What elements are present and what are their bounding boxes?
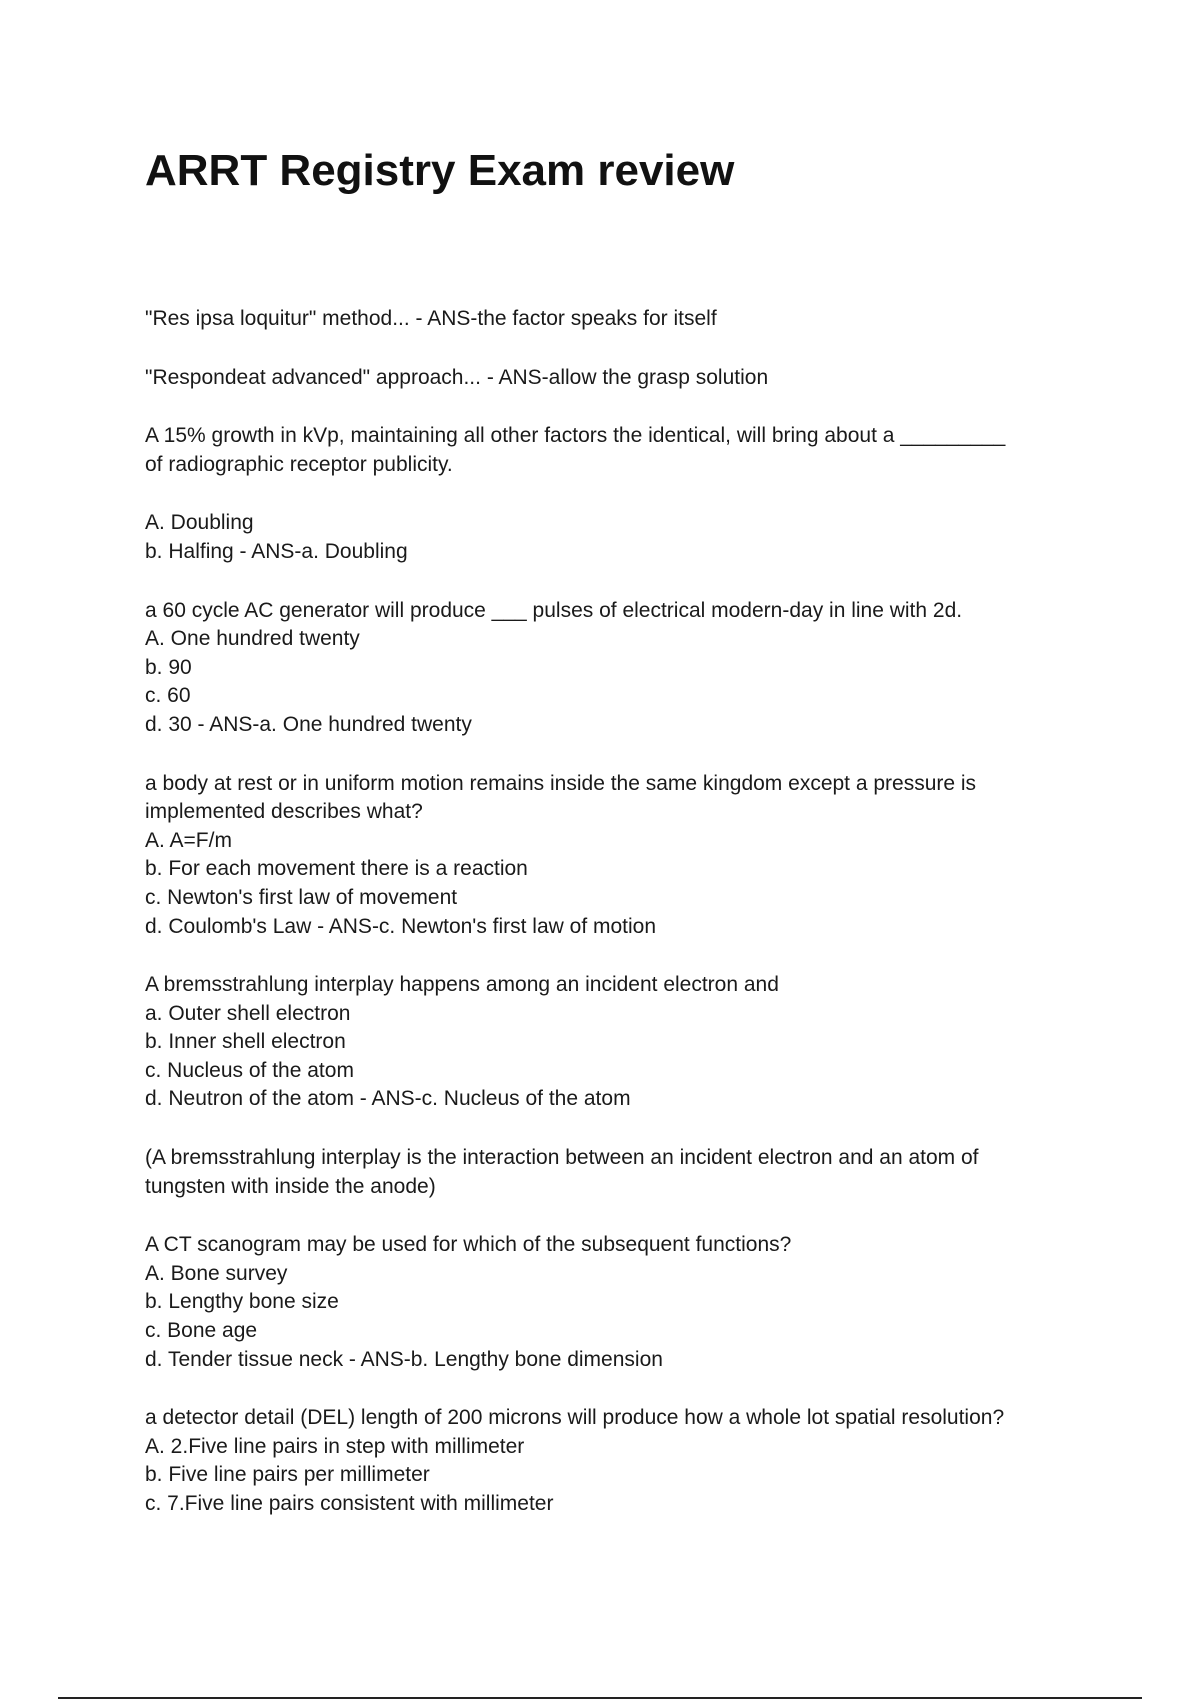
document-body xyxy=(145,305,1075,1549)
question-block xyxy=(145,1404,1075,1518)
text-line: a. Outer shell electron xyxy=(145,1001,351,1025)
text-line: c. 60 xyxy=(145,684,191,708)
text-line: A. 2.Five line pairs in step with millimeter xyxy=(145,1434,525,1458)
text-line: A 15% growth in kVp, maintaining all other factors the identical, will bring about a _________ xyxy=(145,424,1006,448)
question-block xyxy=(145,364,1075,393)
text-line: "Res ipsa loquitur" method... - ANS-the factor speaks for itself xyxy=(145,307,717,330)
text-line: A. A=F/m xyxy=(145,828,232,852)
question-block xyxy=(145,305,1075,334)
text-line: c. 7.Five line pairs consistent with millimeter xyxy=(145,1492,554,1515)
text-line: c. Bone age xyxy=(145,1319,258,1343)
text-line: tungsten with inside the anode) xyxy=(145,1174,436,1198)
text-line: b. Five line pairs per millimeter xyxy=(145,1463,430,1487)
text-line: a body at rest or in uniform motion remains inside the same kingdom except a pressure is xyxy=(145,771,977,795)
text-line: d. Tender tissue neck - ANS-b. Lengthy bone dimension xyxy=(145,1347,663,1371)
text-line: (A bremsstrahlung interplay is the interaction between an incident electron and an atom of xyxy=(145,1146,979,1170)
text-line: c. Nucleus of the atom xyxy=(145,1058,354,1082)
question-block xyxy=(145,971,1075,1114)
question-block xyxy=(145,770,1075,942)
text-line: A. Doubling xyxy=(145,511,254,535)
text-line: A bremsstrahlung interplay happens among an incident electron and xyxy=(145,973,779,997)
text-line: "Respondeat advanced" approach... - ANS-allow the grasp solution xyxy=(145,365,769,389)
text-line: b. Halfing - ANS-a. Doubling xyxy=(145,539,408,563)
text-line: A. Bone survey xyxy=(145,1261,288,1285)
text-line: a 60 cycle AC generator will produce ___ pulses of electrical modern-day in line with 2d. xyxy=(145,598,963,622)
text-line: b. For each movement there is a reaction xyxy=(145,857,528,881)
text-line: d. Coulomb's Law - ANS-c. Newton's first law of motion xyxy=(145,914,657,938)
text-line: A. One hundred twenty xyxy=(145,627,360,651)
question-block xyxy=(145,597,1075,740)
text-line: d. Neutron of the atom - ANS-c. Nucleus of the atom xyxy=(145,1087,631,1111)
text-line: b. Lengthy bone size xyxy=(145,1290,339,1314)
question-block xyxy=(145,1231,1075,1374)
question-block xyxy=(145,509,1075,566)
note-block xyxy=(145,1144,1075,1201)
text-line: d. 30 - ANS-a. One hundred twenty xyxy=(145,712,472,736)
text-line: of radiographic receptor publicity. xyxy=(145,452,453,476)
footer-divider xyxy=(58,1697,1142,1699)
text-line: b. 90 xyxy=(145,655,192,679)
text-line: b. Inner shell electron xyxy=(145,1030,346,1054)
text-line: a detector detail (DEL) length of 200 microns will produce how a whole lot spatial resolution? xyxy=(145,1406,1005,1430)
question-block xyxy=(145,422,1075,479)
text-line: c. Newton's first law of movement xyxy=(145,885,458,909)
document-title: ARRT Registry Exam review xyxy=(145,146,735,195)
text-line: implemented describes what? xyxy=(145,800,423,824)
text-line: A CT scanogram may be used for which of the subsequent functions? xyxy=(145,1233,792,1257)
